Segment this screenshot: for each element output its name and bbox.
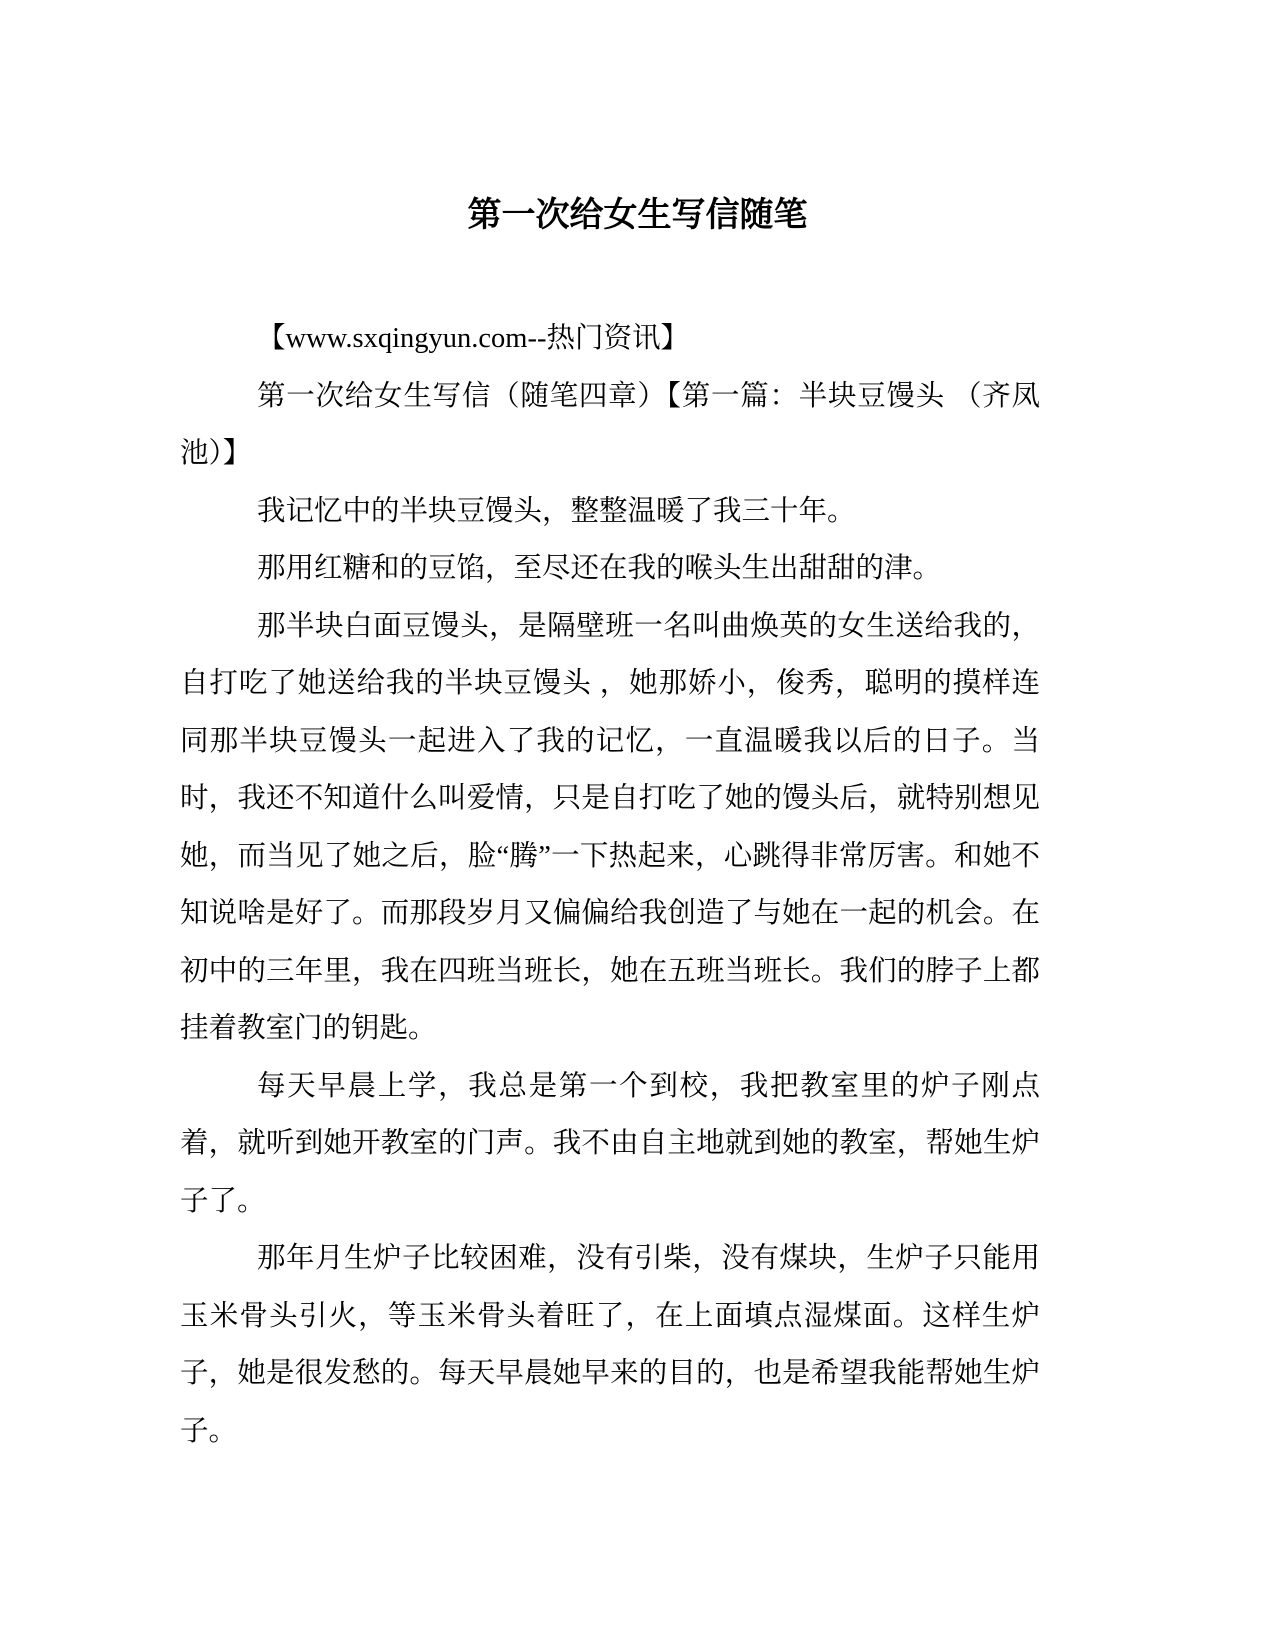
paragraph-body-4: 每天早晨上学，我总是第一个到校，我把教室里的炉子刚点着，就听到她开教室的门声。我不由自主地就到她的教室，帮她生炉子了。 bbox=[180, 1070, 1040, 1217]
paragraph-source-line: 【www.sxqingyun.com--热门资讯】 bbox=[257, 323, 689, 354]
paragraph-body-2: 那用红糖和的豆馅，至尽还在我的喉头生出甜甜的津。 bbox=[257, 553, 942, 584]
document-body bbox=[180, 310, 1040, 1460]
document-title: 第一次给女生写信随笔 bbox=[467, 195, 808, 235]
paragraph-body-3: 那半块白面豆馒头，是隔壁班一名叫曲焕英的女生送给我的，自打吃了她送给我的半块豆馒头 ，她那娇小，俊秀，聪明的摸样连同那半块豆馒头一起进入了我的记忆，一直温暖我以后的日子。当时，我还不知道什么叫爱情，只是自打吃了她的馒头后，就特别想见她，而当见了她之后，脸“腾”一下热起来，心跳得非常厉害。和她不知说啥是好了。而那段岁月又偏偏给我创造了与她在一起的机会。在初中的三年里，我在四班当班长，她在五班当班长。我们的脖子上都挂着教室门的钥匙。 bbox=[180, 610, 1040, 1044]
paragraph-body-1: 我记忆中的半块豆馒头，整整温暖了我三十年。 bbox=[257, 495, 856, 527]
paragraph-subtitle: 第一次给女生写信（随笔四章）【第一篇：半块豆馒头 （齐凤池）】 bbox=[180, 380, 1040, 469]
paragraph-body-5: 那年月生炉子比较困难，没有引柴，没有煤块，生炉子只能用玉米骨头引火，等玉米骨头着旺了，在上面填点湿煤面。这样生炉子，她是很发愁的。每天早晨她早来的目的，也是希望我能帮她生炉子。 bbox=[180, 1243, 1040, 1447]
